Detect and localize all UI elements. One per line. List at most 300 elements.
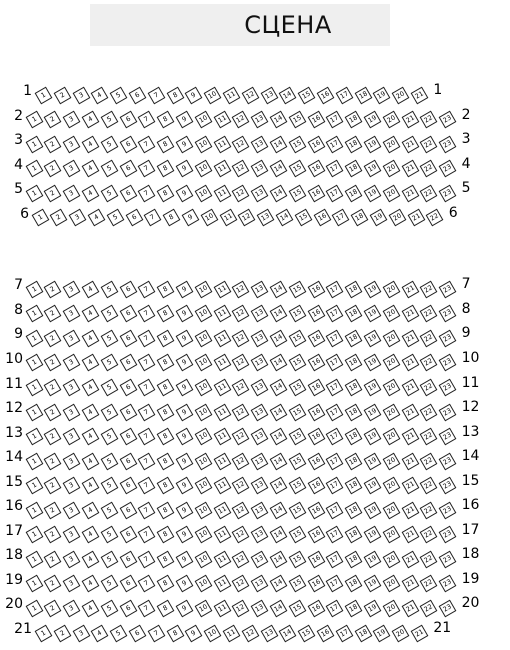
seat[interactable] xyxy=(439,452,457,470)
seat[interactable] xyxy=(213,184,231,202)
seat[interactable] xyxy=(326,160,344,178)
seat[interactable] xyxy=(176,575,194,593)
seat[interactable] xyxy=(25,160,43,178)
seat[interactable] xyxy=(194,305,212,323)
seat[interactable] xyxy=(364,111,382,129)
seat[interactable] xyxy=(213,111,231,129)
seat[interactable] xyxy=(157,428,175,446)
seat[interactable] xyxy=(204,86,222,104)
seat[interactable] xyxy=(364,550,382,568)
seat[interactable] xyxy=(326,452,344,470)
seat[interactable] xyxy=(345,280,363,298)
seat[interactable] xyxy=(420,354,438,372)
seat[interactable] xyxy=(194,111,212,129)
seat[interactable] xyxy=(232,600,250,618)
seat[interactable] xyxy=(326,135,344,153)
seat[interactable] xyxy=(288,330,306,348)
seat[interactable] xyxy=(307,184,325,202)
seat[interactable] xyxy=(138,526,156,544)
seat[interactable] xyxy=(194,526,212,544)
seat[interactable] xyxy=(119,477,137,495)
seat[interactable] xyxy=(25,354,43,372)
seat[interactable] xyxy=(185,86,203,104)
seat[interactable] xyxy=(420,428,438,446)
seat[interactable] xyxy=(147,624,165,642)
seat[interactable] xyxy=(157,379,175,397)
seat[interactable] xyxy=(251,379,269,397)
seat[interactable] xyxy=(138,452,156,470)
seat[interactable] xyxy=(213,477,231,495)
seat[interactable] xyxy=(288,575,306,593)
seat[interactable] xyxy=(100,600,118,618)
seat[interactable] xyxy=(326,501,344,519)
seat[interactable] xyxy=(251,575,269,593)
seat[interactable] xyxy=(138,403,156,421)
seat[interactable] xyxy=(251,428,269,446)
seat[interactable] xyxy=(119,379,137,397)
seat[interactable] xyxy=(401,550,419,568)
seat[interactable] xyxy=(213,452,231,470)
seat[interactable] xyxy=(44,184,62,202)
seat[interactable] xyxy=(194,452,212,470)
seat[interactable] xyxy=(382,379,400,397)
seat[interactable] xyxy=(251,452,269,470)
seat[interactable] xyxy=(213,428,231,446)
seat[interactable] xyxy=(176,160,194,178)
seat[interactable] xyxy=(257,209,275,227)
seat[interactable] xyxy=(307,354,325,372)
seat[interactable] xyxy=(44,452,62,470)
seat[interactable] xyxy=(439,600,457,618)
seat[interactable] xyxy=(63,184,81,202)
seat[interactable] xyxy=(326,305,344,323)
seat[interactable] xyxy=(307,550,325,568)
seat[interactable] xyxy=(44,477,62,495)
seat[interactable] xyxy=(125,209,143,227)
seat[interactable] xyxy=(63,526,81,544)
seat[interactable] xyxy=(69,209,87,227)
seat[interactable] xyxy=(194,428,212,446)
seat[interactable] xyxy=(63,403,81,421)
seat[interactable] xyxy=(138,160,156,178)
seat[interactable] xyxy=(439,428,457,446)
seat[interactable] xyxy=(326,526,344,544)
seat[interactable] xyxy=(279,86,297,104)
seat[interactable] xyxy=(326,184,344,202)
seat[interactable] xyxy=(50,209,68,227)
seat[interactable] xyxy=(439,280,457,298)
seat[interactable] xyxy=(276,209,294,227)
seat[interactable] xyxy=(307,379,325,397)
seat[interactable] xyxy=(138,135,156,153)
seat[interactable] xyxy=(176,600,194,618)
seat[interactable] xyxy=(119,160,137,178)
seat[interactable] xyxy=(364,330,382,348)
seat[interactable] xyxy=(407,209,425,227)
seat[interactable] xyxy=(251,280,269,298)
seat[interactable] xyxy=(119,280,137,298)
seat[interactable] xyxy=(232,550,250,568)
seat[interactable] xyxy=(420,111,438,129)
seat[interactable] xyxy=(176,305,194,323)
seat[interactable] xyxy=(373,86,391,104)
seat[interactable] xyxy=(63,135,81,153)
seat[interactable] xyxy=(364,501,382,519)
seat[interactable] xyxy=(223,624,241,642)
seat[interactable] xyxy=(63,477,81,495)
seat[interactable] xyxy=(157,526,175,544)
seat[interactable] xyxy=(307,135,325,153)
seat[interactable] xyxy=(326,111,344,129)
seat[interactable] xyxy=(129,86,147,104)
seat[interactable] xyxy=(138,184,156,202)
seat[interactable] xyxy=(326,550,344,568)
seat[interactable] xyxy=(213,305,231,323)
seat[interactable] xyxy=(401,379,419,397)
seat[interactable] xyxy=(119,403,137,421)
seat[interactable] xyxy=(100,354,118,372)
seat[interactable] xyxy=(88,209,106,227)
seat[interactable] xyxy=(288,305,306,323)
seat[interactable] xyxy=(270,575,288,593)
seat[interactable] xyxy=(307,477,325,495)
seat[interactable] xyxy=(326,403,344,421)
seat[interactable] xyxy=(176,501,194,519)
seat[interactable] xyxy=(392,86,410,104)
seat[interactable] xyxy=(251,184,269,202)
seat[interactable] xyxy=(25,135,43,153)
seat[interactable] xyxy=(411,624,429,642)
seat[interactable] xyxy=(176,379,194,397)
seat[interactable] xyxy=(194,501,212,519)
seat[interactable] xyxy=(270,501,288,519)
seat[interactable] xyxy=(25,305,43,323)
seat[interactable] xyxy=(182,209,200,227)
seat[interactable] xyxy=(119,184,137,202)
seat[interactable] xyxy=(382,111,400,129)
seat[interactable] xyxy=(100,330,118,348)
seat[interactable] xyxy=(25,501,43,519)
seat[interactable] xyxy=(382,550,400,568)
seat[interactable] xyxy=(317,86,335,104)
seat[interactable] xyxy=(82,501,100,519)
seat[interactable] xyxy=(382,403,400,421)
seat[interactable] xyxy=(364,184,382,202)
seat[interactable] xyxy=(119,452,137,470)
seat[interactable] xyxy=(44,280,62,298)
seat[interactable] xyxy=(44,428,62,446)
seat[interactable] xyxy=(345,526,363,544)
seat[interactable] xyxy=(345,501,363,519)
seat[interactable] xyxy=(35,86,53,104)
seat[interactable] xyxy=(166,86,184,104)
seat[interactable] xyxy=(307,452,325,470)
seat[interactable] xyxy=(25,184,43,202)
seat[interactable] xyxy=(288,501,306,519)
seat[interactable] xyxy=(176,550,194,568)
seat[interactable] xyxy=(157,305,175,323)
seat[interactable] xyxy=(270,477,288,495)
seat[interactable] xyxy=(82,428,100,446)
seat[interactable] xyxy=(364,160,382,178)
seat[interactable] xyxy=(232,403,250,421)
seat[interactable] xyxy=(364,135,382,153)
seat[interactable] xyxy=(401,600,419,618)
seat[interactable] xyxy=(157,452,175,470)
seat[interactable] xyxy=(213,354,231,372)
seat[interactable] xyxy=(326,575,344,593)
seat[interactable] xyxy=(270,135,288,153)
seat[interactable] xyxy=(307,403,325,421)
seat[interactable] xyxy=(382,305,400,323)
seat[interactable] xyxy=(270,184,288,202)
seat[interactable] xyxy=(270,111,288,129)
seat[interactable] xyxy=(326,330,344,348)
seat[interactable] xyxy=(157,354,175,372)
seat[interactable] xyxy=(44,379,62,397)
seat[interactable] xyxy=(157,575,175,593)
seat[interactable] xyxy=(53,86,71,104)
seat[interactable] xyxy=(345,330,363,348)
seat[interactable] xyxy=(364,354,382,372)
seat[interactable] xyxy=(307,305,325,323)
seat[interactable] xyxy=(439,501,457,519)
seat[interactable] xyxy=(185,624,203,642)
seat[interactable] xyxy=(288,354,306,372)
seat[interactable] xyxy=(106,209,124,227)
seat[interactable] xyxy=(345,600,363,618)
seat[interactable] xyxy=(157,135,175,153)
seat[interactable] xyxy=(82,452,100,470)
seat[interactable] xyxy=(25,330,43,348)
seat[interactable] xyxy=(82,280,100,298)
seat[interactable] xyxy=(354,86,372,104)
seat[interactable] xyxy=(232,452,250,470)
seat[interactable] xyxy=(382,160,400,178)
seat[interactable] xyxy=(364,428,382,446)
seat[interactable] xyxy=(251,501,269,519)
seat[interactable] xyxy=(232,526,250,544)
seat[interactable] xyxy=(401,428,419,446)
seat[interactable] xyxy=(82,600,100,618)
seat[interactable] xyxy=(439,379,457,397)
seat[interactable] xyxy=(270,526,288,544)
seat[interactable] xyxy=(25,526,43,544)
seat[interactable] xyxy=(401,184,419,202)
seat[interactable] xyxy=(100,379,118,397)
seat[interactable] xyxy=(25,111,43,129)
seat[interactable] xyxy=(345,160,363,178)
seat[interactable] xyxy=(420,526,438,544)
seat[interactable] xyxy=(163,209,181,227)
seat[interactable] xyxy=(439,550,457,568)
seat[interactable] xyxy=(307,111,325,129)
seat[interactable] xyxy=(82,135,100,153)
seat[interactable] xyxy=(382,135,400,153)
seat[interactable] xyxy=(119,428,137,446)
seat[interactable] xyxy=(176,135,194,153)
seat[interactable] xyxy=(420,452,438,470)
seat[interactable] xyxy=(213,600,231,618)
seat[interactable] xyxy=(238,209,256,227)
seat[interactable] xyxy=(176,354,194,372)
seat[interactable] xyxy=(232,354,250,372)
seat[interactable] xyxy=(25,452,43,470)
seat[interactable] xyxy=(232,160,250,178)
seat[interactable] xyxy=(176,330,194,348)
seat[interactable] xyxy=(157,550,175,568)
seat[interactable] xyxy=(401,354,419,372)
seat[interactable] xyxy=(241,624,259,642)
seat[interactable] xyxy=(364,477,382,495)
seat[interactable] xyxy=(260,86,278,104)
seat[interactable] xyxy=(63,330,81,348)
seat[interactable] xyxy=(307,526,325,544)
seat[interactable] xyxy=(119,600,137,618)
seat[interactable] xyxy=(382,501,400,519)
seat[interactable] xyxy=(100,428,118,446)
seat[interactable] xyxy=(307,428,325,446)
seat[interactable] xyxy=(288,111,306,129)
seat[interactable] xyxy=(91,86,109,104)
seat[interactable] xyxy=(194,403,212,421)
seat[interactable] xyxy=(100,575,118,593)
seat[interactable] xyxy=(364,575,382,593)
seat[interactable] xyxy=(176,526,194,544)
seat[interactable] xyxy=(100,111,118,129)
seat[interactable] xyxy=(288,379,306,397)
seat[interactable] xyxy=(420,305,438,323)
seat[interactable] xyxy=(345,575,363,593)
seat[interactable] xyxy=(251,354,269,372)
seat[interactable] xyxy=(307,330,325,348)
seat[interactable] xyxy=(232,280,250,298)
seat[interactable] xyxy=(364,600,382,618)
seat[interactable] xyxy=(25,600,43,618)
seat[interactable] xyxy=(270,354,288,372)
seat[interactable] xyxy=(119,501,137,519)
seat[interactable] xyxy=(44,550,62,568)
seat[interactable] xyxy=(157,403,175,421)
seat[interactable] xyxy=(251,330,269,348)
seat[interactable] xyxy=(100,526,118,544)
seat[interactable] xyxy=(25,575,43,593)
seat[interactable] xyxy=(298,624,316,642)
seat[interactable] xyxy=(251,135,269,153)
seat[interactable] xyxy=(82,575,100,593)
seat[interactable] xyxy=(72,86,90,104)
seat[interactable] xyxy=(176,452,194,470)
seat[interactable] xyxy=(194,550,212,568)
seat[interactable] xyxy=(63,550,81,568)
seat[interactable] xyxy=(232,379,250,397)
seat[interactable] xyxy=(44,526,62,544)
seat[interactable] xyxy=(194,600,212,618)
seat[interactable] xyxy=(270,550,288,568)
seat[interactable] xyxy=(317,624,335,642)
seat[interactable] xyxy=(119,354,137,372)
seat[interactable] xyxy=(326,477,344,495)
seat[interactable] xyxy=(119,135,137,153)
seat[interactable] xyxy=(270,160,288,178)
seat[interactable] xyxy=(138,354,156,372)
seat[interactable] xyxy=(420,600,438,618)
seat[interactable] xyxy=(82,305,100,323)
seat[interactable] xyxy=(138,501,156,519)
seat[interactable] xyxy=(288,550,306,568)
seat[interactable] xyxy=(157,477,175,495)
seat[interactable] xyxy=(439,526,457,544)
seat[interactable] xyxy=(100,403,118,421)
seat[interactable] xyxy=(345,354,363,372)
seat[interactable] xyxy=(138,111,156,129)
seat[interactable] xyxy=(63,501,81,519)
seat[interactable] xyxy=(44,575,62,593)
seat[interactable] xyxy=(176,184,194,202)
seat[interactable] xyxy=(307,160,325,178)
seat[interactable] xyxy=(176,280,194,298)
seat[interactable] xyxy=(251,477,269,495)
seat[interactable] xyxy=(439,575,457,593)
seat[interactable] xyxy=(82,526,100,544)
seat[interactable] xyxy=(401,575,419,593)
seat[interactable] xyxy=(138,330,156,348)
seat[interactable] xyxy=(100,184,118,202)
seat[interactable] xyxy=(251,305,269,323)
seat[interactable] xyxy=(194,575,212,593)
seat[interactable] xyxy=(25,379,43,397)
seat[interactable] xyxy=(100,160,118,178)
seat[interactable] xyxy=(176,477,194,495)
seat[interactable] xyxy=(335,624,353,642)
seat[interactable] xyxy=(35,624,53,642)
seat[interactable] xyxy=(63,111,81,129)
seat[interactable] xyxy=(294,209,312,227)
seat[interactable] xyxy=(401,452,419,470)
seat[interactable] xyxy=(213,280,231,298)
seat[interactable] xyxy=(382,184,400,202)
seat[interactable] xyxy=(420,135,438,153)
seat[interactable] xyxy=(232,477,250,495)
seat[interactable] xyxy=(44,160,62,178)
seat[interactable] xyxy=(439,135,457,153)
seat[interactable] xyxy=(232,135,250,153)
seat[interactable] xyxy=(307,501,325,519)
seat[interactable] xyxy=(439,330,457,348)
seat[interactable] xyxy=(326,600,344,618)
seat[interactable] xyxy=(401,526,419,544)
seat[interactable] xyxy=(176,111,194,129)
seat[interactable] xyxy=(204,624,222,642)
seat[interactable] xyxy=(119,330,137,348)
seat[interactable] xyxy=(270,379,288,397)
seat[interactable] xyxy=(138,305,156,323)
seat[interactable] xyxy=(176,403,194,421)
seat[interactable] xyxy=(232,330,250,348)
seat[interactable] xyxy=(100,501,118,519)
seat[interactable] xyxy=(219,209,237,227)
seat[interactable] xyxy=(119,526,137,544)
seat[interactable] xyxy=(345,428,363,446)
seat[interactable] xyxy=(25,280,43,298)
seat[interactable] xyxy=(63,379,81,397)
seat[interactable] xyxy=(100,280,118,298)
seat[interactable] xyxy=(44,111,62,129)
seat[interactable] xyxy=(332,209,350,227)
seat[interactable] xyxy=(401,111,419,129)
seat[interactable] xyxy=(251,111,269,129)
seat[interactable] xyxy=(63,600,81,618)
